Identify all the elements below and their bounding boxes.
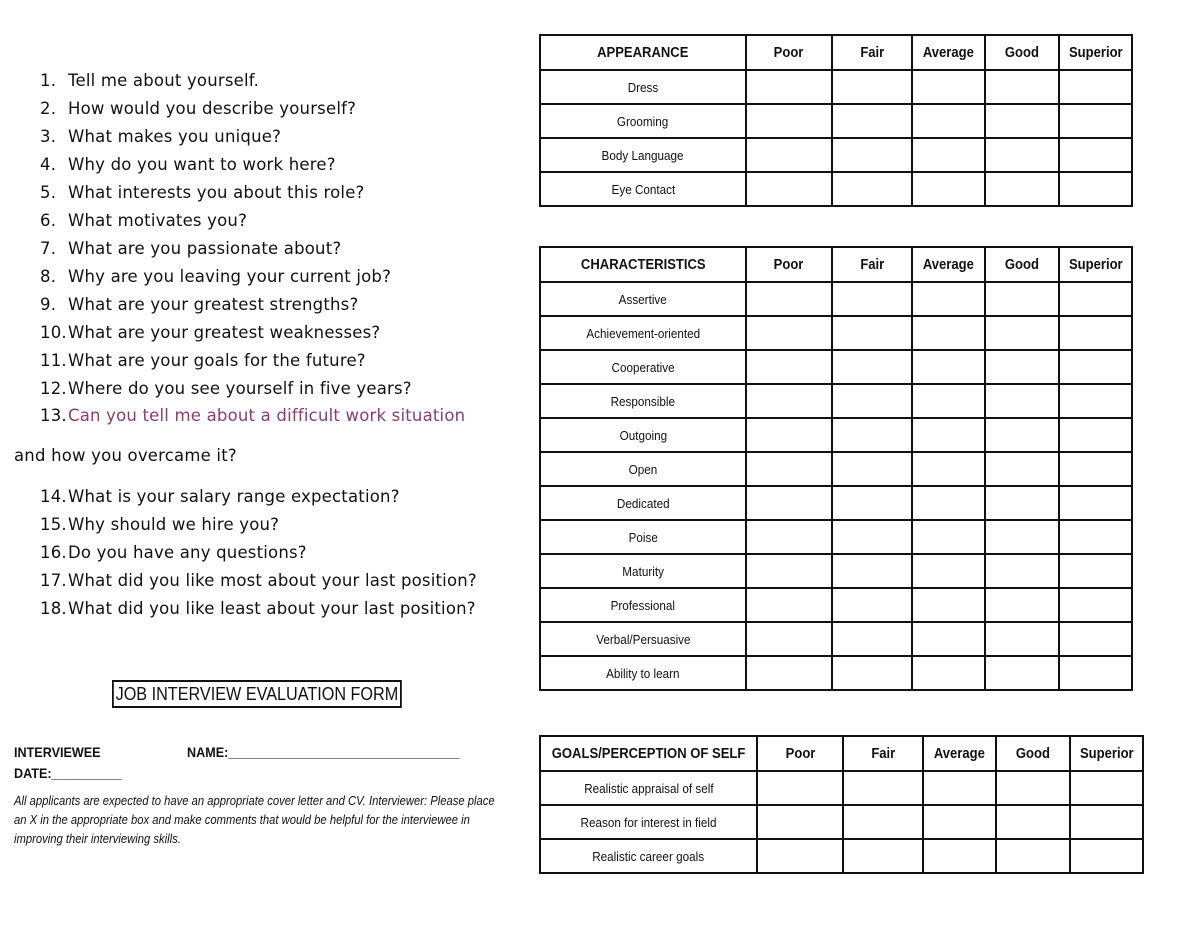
rating-checkbox-cell[interactable] xyxy=(746,588,832,622)
question-text: Why should we hire you? xyxy=(68,515,280,534)
question-number: 14. xyxy=(40,487,67,506)
criterion-label xyxy=(540,622,746,656)
rating-header xyxy=(1059,35,1132,70)
table-row xyxy=(540,282,1132,316)
rating-checkbox-cell[interactable] xyxy=(912,172,985,206)
rating-checkbox-cell[interactable] xyxy=(985,554,1059,588)
rating-checkbox-cell[interactable] xyxy=(912,350,985,384)
rating-checkbox-cell[interactable] xyxy=(746,172,832,206)
date-field[interactable]: DATE:__________ xyxy=(14,765,122,781)
rating-checkbox-cell[interactable] xyxy=(746,452,832,486)
table-row xyxy=(540,70,1132,104)
section-heading xyxy=(540,35,746,70)
table-row xyxy=(540,316,1132,350)
criterion-text: Open xyxy=(628,461,658,477)
criterion-label xyxy=(540,486,746,520)
question-number: 4. xyxy=(40,155,57,174)
rating-checkbox-cell[interactable] xyxy=(985,350,1059,384)
rating-checkbox-cell[interactable] xyxy=(912,138,985,172)
rating-header-text: Superior xyxy=(1068,256,1123,273)
rating-checkbox-cell[interactable] xyxy=(832,520,912,554)
criterion-text: Poise xyxy=(628,529,658,545)
rating-checkbox-cell[interactable] xyxy=(1059,452,1132,486)
table-row xyxy=(540,622,1132,656)
question-text: What are your greatest strengths? xyxy=(68,295,359,314)
rating-checkbox-cell[interactable] xyxy=(832,104,912,138)
question-item xyxy=(40,543,307,562)
rating-checkbox-cell[interactable] xyxy=(843,805,923,839)
rating-checkbox-cell[interactable] xyxy=(746,520,832,554)
rating-header-text: Good xyxy=(1016,745,1051,762)
criterion-label xyxy=(540,588,746,622)
table-header-row xyxy=(540,736,1143,771)
interviewee-label: INTERVIEWEE xyxy=(14,744,101,760)
rating-checkbox-cell[interactable] xyxy=(1070,839,1143,873)
rating-checkbox-cell[interactable] xyxy=(1070,771,1143,805)
rating-header-text: Average xyxy=(934,745,986,762)
criterion-label xyxy=(540,839,757,873)
rating-checkbox-cell[interactable] xyxy=(1059,588,1132,622)
criterion-text: Outgoing xyxy=(619,427,667,443)
rating-checkbox-cell[interactable] xyxy=(1059,282,1132,316)
rating-checkbox-cell[interactable] xyxy=(912,418,985,452)
table-header-row xyxy=(540,247,1132,282)
rating-checkbox-cell[interactable] xyxy=(832,418,912,452)
question-number: 15. xyxy=(40,515,67,534)
rating-header xyxy=(1070,736,1143,771)
criterion-text: Responsible xyxy=(610,393,676,409)
goals-table xyxy=(539,735,1144,874)
criterion-text: Grooming xyxy=(617,113,669,129)
rating-checkbox-cell[interactable] xyxy=(757,839,843,873)
question-item xyxy=(40,239,341,258)
rating-checkbox-cell[interactable] xyxy=(985,418,1059,452)
rating-checkbox-cell[interactable] xyxy=(912,520,985,554)
criterion-label xyxy=(540,656,746,690)
criterion-label xyxy=(540,805,757,839)
rating-header xyxy=(996,736,1070,771)
rating-checkbox-cell[interactable] xyxy=(912,656,985,690)
question-item xyxy=(40,487,400,506)
criterion-text: Reason for interest in field xyxy=(580,814,717,830)
criterion-text: Eye Contact xyxy=(611,181,675,197)
rating-checkbox-cell[interactable] xyxy=(843,771,923,805)
rating-checkbox-cell[interactable] xyxy=(985,452,1059,486)
rating-checkbox-cell[interactable] xyxy=(757,771,843,805)
rating-header-text: Fair xyxy=(860,256,884,273)
rating-checkbox-cell[interactable] xyxy=(1059,486,1132,520)
rating-header xyxy=(985,247,1059,282)
rating-checkbox-cell[interactable] xyxy=(1059,520,1132,554)
table-row xyxy=(540,418,1132,452)
rating-header xyxy=(912,247,985,282)
table-row xyxy=(540,588,1132,622)
criterion-label xyxy=(540,138,746,172)
question-text: What makes you unique? xyxy=(68,127,282,146)
question-item xyxy=(40,406,465,425)
rating-checkbox-cell[interactable] xyxy=(832,316,912,350)
question-text: Why are you leaving your current job? xyxy=(68,267,392,286)
rating-checkbox-cell[interactable] xyxy=(985,138,1059,172)
question-item xyxy=(40,379,412,398)
rating-checkbox-cell[interactable] xyxy=(912,70,985,104)
criterion-label xyxy=(540,520,746,554)
rating-checkbox-cell[interactable] xyxy=(746,138,832,172)
rating-checkbox-cell[interactable] xyxy=(985,70,1059,104)
rating-checkbox-cell[interactable] xyxy=(1059,316,1132,350)
question-item xyxy=(40,155,336,174)
rating-checkbox-cell[interactable] xyxy=(832,282,912,316)
rating-checkbox-cell[interactable] xyxy=(746,70,832,104)
question-number: 18. xyxy=(40,599,67,618)
question-text: How would you describe yourself? xyxy=(68,99,357,118)
rating-checkbox-cell[interactable] xyxy=(1059,622,1132,656)
rating-checkbox-cell[interactable] xyxy=(985,622,1059,656)
question-number: 11. xyxy=(40,351,67,370)
question-13-continuation: and how you overcame it? xyxy=(14,446,237,465)
table-header-row xyxy=(540,35,1132,70)
table-row xyxy=(540,350,1132,384)
section-heading xyxy=(540,247,746,282)
rating-checkbox-cell[interactable] xyxy=(832,452,912,486)
question-text: What did you like least about your last position? xyxy=(68,599,476,618)
question-text: What are you passionate about? xyxy=(68,239,342,258)
question-number: 7. xyxy=(40,239,57,258)
rating-checkbox-cell[interactable] xyxy=(746,486,832,520)
question-number: 17. xyxy=(40,571,67,590)
criterion-label xyxy=(540,172,746,206)
criterion-text: Verbal/Persuasive xyxy=(595,631,691,647)
question-number: 12. xyxy=(40,379,67,398)
rating-checkbox-cell[interactable] xyxy=(832,588,912,622)
criterion-text: Achievement-oriented xyxy=(586,325,700,341)
question-text: What are your goals for the future? xyxy=(68,351,366,370)
rating-checkbox-cell[interactable] xyxy=(746,554,832,588)
rating-checkbox-cell[interactable] xyxy=(923,839,996,873)
rating-checkbox-cell[interactable] xyxy=(923,805,996,839)
characteristics-table xyxy=(539,246,1133,691)
question-item xyxy=(40,267,391,286)
rating-checkbox-cell[interactable] xyxy=(746,104,832,138)
question-text: Can you tell me about a difficult work situation xyxy=(68,406,466,425)
rating-checkbox-cell[interactable] xyxy=(1059,172,1132,206)
rating-header xyxy=(746,247,832,282)
rating-header xyxy=(1059,247,1132,282)
rating-checkbox-cell[interactable] xyxy=(996,771,1070,805)
question-number: 13. xyxy=(40,406,67,425)
rating-checkbox-cell[interactable] xyxy=(746,622,832,656)
table-row xyxy=(540,554,1132,588)
rating-header xyxy=(746,35,832,70)
question-item xyxy=(40,127,281,146)
question-text: Why do you want to work here? xyxy=(68,155,336,174)
section-heading-text: GOALS/PERCEPTION OF SELF xyxy=(551,745,746,762)
question-text: Where do you see yourself in five years? xyxy=(68,379,412,398)
table-row xyxy=(540,486,1132,520)
criterion-text: Dedicated xyxy=(616,495,670,511)
criterion-text: Realistic career goals xyxy=(592,848,705,864)
question-number: 10. xyxy=(40,323,67,342)
rating-header-text: Fair xyxy=(871,745,896,762)
table-row xyxy=(540,452,1132,486)
section-heading xyxy=(540,736,757,771)
rating-checkbox-cell[interactable] xyxy=(985,282,1059,316)
table-row xyxy=(540,138,1132,172)
question-item xyxy=(40,599,476,618)
rating-checkbox-cell[interactable] xyxy=(912,104,985,138)
rating-header-text: Poor xyxy=(785,745,815,762)
criterion-text: Body Language xyxy=(602,147,684,163)
table-row xyxy=(540,384,1132,418)
criterion-label xyxy=(540,554,746,588)
question-number: 3. xyxy=(40,127,57,146)
rating-checkbox-cell[interactable] xyxy=(985,656,1059,690)
rating-header xyxy=(757,736,843,771)
rating-header xyxy=(832,35,912,70)
rating-checkbox-cell[interactable] xyxy=(985,520,1059,554)
criterion-label xyxy=(540,350,746,384)
question-number: 1. xyxy=(40,71,57,90)
question-text: What interests you about this role? xyxy=(68,183,365,202)
rating-checkbox-cell[interactable] xyxy=(912,384,985,418)
question-number: 5. xyxy=(40,183,57,202)
rating-checkbox-cell[interactable] xyxy=(746,282,832,316)
question-text: What is your salary range expectation? xyxy=(68,487,400,506)
rating-checkbox-cell[interactable] xyxy=(923,771,996,805)
question-item xyxy=(40,183,365,202)
form-title: JOB INTERVIEW EVALUATION FORM xyxy=(112,680,402,708)
rating-checkbox-cell[interactable] xyxy=(832,384,912,418)
criterion-text: Cooperative xyxy=(611,359,675,375)
rating-checkbox-cell[interactable] xyxy=(746,418,832,452)
rating-checkbox-cell[interactable] xyxy=(746,384,832,418)
rating-checkbox-cell[interactable] xyxy=(746,316,832,350)
rating-header-text: Good xyxy=(1004,44,1040,61)
rating-checkbox-cell[interactable] xyxy=(746,350,832,384)
question-text: What are your greatest weaknesses? xyxy=(68,323,381,342)
criterion-label xyxy=(540,282,746,316)
rating-checkbox-cell[interactable] xyxy=(832,138,912,172)
table-row xyxy=(540,805,1143,839)
criterion-label xyxy=(540,70,746,104)
section-heading-text: CHARACTERISTICS xyxy=(580,256,706,273)
rating-header xyxy=(843,736,923,771)
rating-checkbox-cell[interactable] xyxy=(1070,805,1143,839)
question-text: What motivates you? xyxy=(68,211,248,230)
rating-checkbox-cell[interactable] xyxy=(912,316,985,350)
rating-header xyxy=(923,736,996,771)
question-item xyxy=(40,515,279,534)
table-row xyxy=(540,839,1143,873)
rating-checkbox-cell[interactable] xyxy=(996,805,1070,839)
rating-header-text: Fair xyxy=(860,44,884,61)
name-field[interactable]: NAME:_________________________________ xyxy=(187,744,460,760)
criterion-text: Professional xyxy=(610,597,676,613)
rating-checkbox-cell[interactable] xyxy=(832,172,912,206)
rating-checkbox-cell[interactable] xyxy=(912,554,985,588)
rating-header-text: Superior xyxy=(1068,44,1123,61)
rating-header-text: Good xyxy=(1004,256,1040,273)
rating-header-text: Poor xyxy=(774,44,804,61)
rating-checkbox-cell[interactable] xyxy=(832,554,912,588)
criterion-label xyxy=(540,316,746,350)
rating-header-text: Average xyxy=(922,256,975,273)
criterion-label xyxy=(540,104,746,138)
rating-checkbox-cell[interactable] xyxy=(912,282,985,316)
criterion-text: Ability to learn xyxy=(606,665,680,681)
question-item xyxy=(40,295,358,314)
rating-checkbox-cell[interactable] xyxy=(832,622,912,656)
rating-checkbox-cell[interactable] xyxy=(1059,384,1132,418)
question-number: 6. xyxy=(40,211,57,230)
table-row xyxy=(540,771,1143,805)
rating-header xyxy=(832,247,912,282)
question-number: 9. xyxy=(40,295,57,314)
rating-checkbox-cell[interactable] xyxy=(985,588,1059,622)
rating-checkbox-cell[interactable] xyxy=(746,656,832,690)
question-number: 8. xyxy=(40,267,57,286)
criterion-label xyxy=(540,771,757,805)
rating-checkbox-cell[interactable] xyxy=(1059,70,1132,104)
criterion-text: Realistic appraisal of self xyxy=(583,780,714,796)
rating-checkbox-cell[interactable] xyxy=(1059,418,1132,452)
rating-checkbox-cell[interactable] xyxy=(1059,104,1132,138)
section-heading-text: APPEARANCE xyxy=(597,44,689,61)
criterion-text: Dress xyxy=(627,79,659,95)
question-text: Tell me about yourself. xyxy=(68,71,260,90)
rating-checkbox-cell[interactable] xyxy=(843,839,923,873)
question-text: Do you have any questions? xyxy=(68,543,307,562)
table-row xyxy=(540,520,1132,554)
table-row xyxy=(540,104,1132,138)
rating-checkbox-cell[interactable] xyxy=(1059,656,1132,690)
rating-checkbox-cell[interactable] xyxy=(1059,138,1132,172)
question-item xyxy=(40,571,477,590)
rating-header xyxy=(985,35,1059,70)
rating-checkbox-cell[interactable] xyxy=(985,316,1059,350)
question-number: 2. xyxy=(40,99,57,118)
table-row xyxy=(540,656,1132,690)
table-row xyxy=(540,172,1132,206)
criterion-text: Assertive xyxy=(618,291,668,307)
rating-header-text: Superior xyxy=(1079,745,1134,762)
question-item xyxy=(40,351,366,370)
rating-checkbox-cell[interactable] xyxy=(985,384,1059,418)
question-item xyxy=(40,323,380,342)
rating-checkbox-cell[interactable] xyxy=(985,172,1059,206)
rating-checkbox-cell[interactable] xyxy=(912,452,985,486)
rating-checkbox-cell[interactable] xyxy=(996,839,1070,873)
rating-checkbox-cell[interactable] xyxy=(832,350,912,384)
rating-checkbox-cell[interactable] xyxy=(912,622,985,656)
rating-checkbox-cell[interactable] xyxy=(757,805,843,839)
rating-header-text: Average xyxy=(922,44,975,61)
question-item xyxy=(40,71,259,90)
question-number: 16. xyxy=(40,543,67,562)
rating-checkbox-cell[interactable] xyxy=(912,486,985,520)
question-item xyxy=(40,99,356,118)
rating-checkbox-cell[interactable] xyxy=(832,656,912,690)
rating-checkbox-cell[interactable] xyxy=(985,486,1059,520)
criterion-label xyxy=(540,452,746,486)
rating-checkbox-cell[interactable] xyxy=(832,486,912,520)
criterion-label xyxy=(540,418,746,452)
question-item xyxy=(40,211,247,230)
question-text: What did you like most about your last position? xyxy=(68,571,477,590)
criterion-label xyxy=(540,384,746,418)
rating-checkbox-cell[interactable] xyxy=(1059,554,1132,588)
appearance-table xyxy=(539,34,1133,207)
instructions-note: All applicants are expected to have an appropriate cover letter and CV. Interviewer: Please place an X in the appropriate box and make comments that would be helpful for the interviewee in improving their interviewing skills. xyxy=(14,794,495,846)
criterion-text: Maturity xyxy=(622,563,664,579)
rating-checkbox-cell[interactable] xyxy=(1059,350,1132,384)
rating-checkbox-cell[interactable] xyxy=(912,588,985,622)
rating-header-text: Poor xyxy=(774,256,804,273)
rating-header xyxy=(912,35,985,70)
rating-checkbox-cell[interactable] xyxy=(832,70,912,104)
rating-checkbox-cell[interactable] xyxy=(985,104,1059,138)
